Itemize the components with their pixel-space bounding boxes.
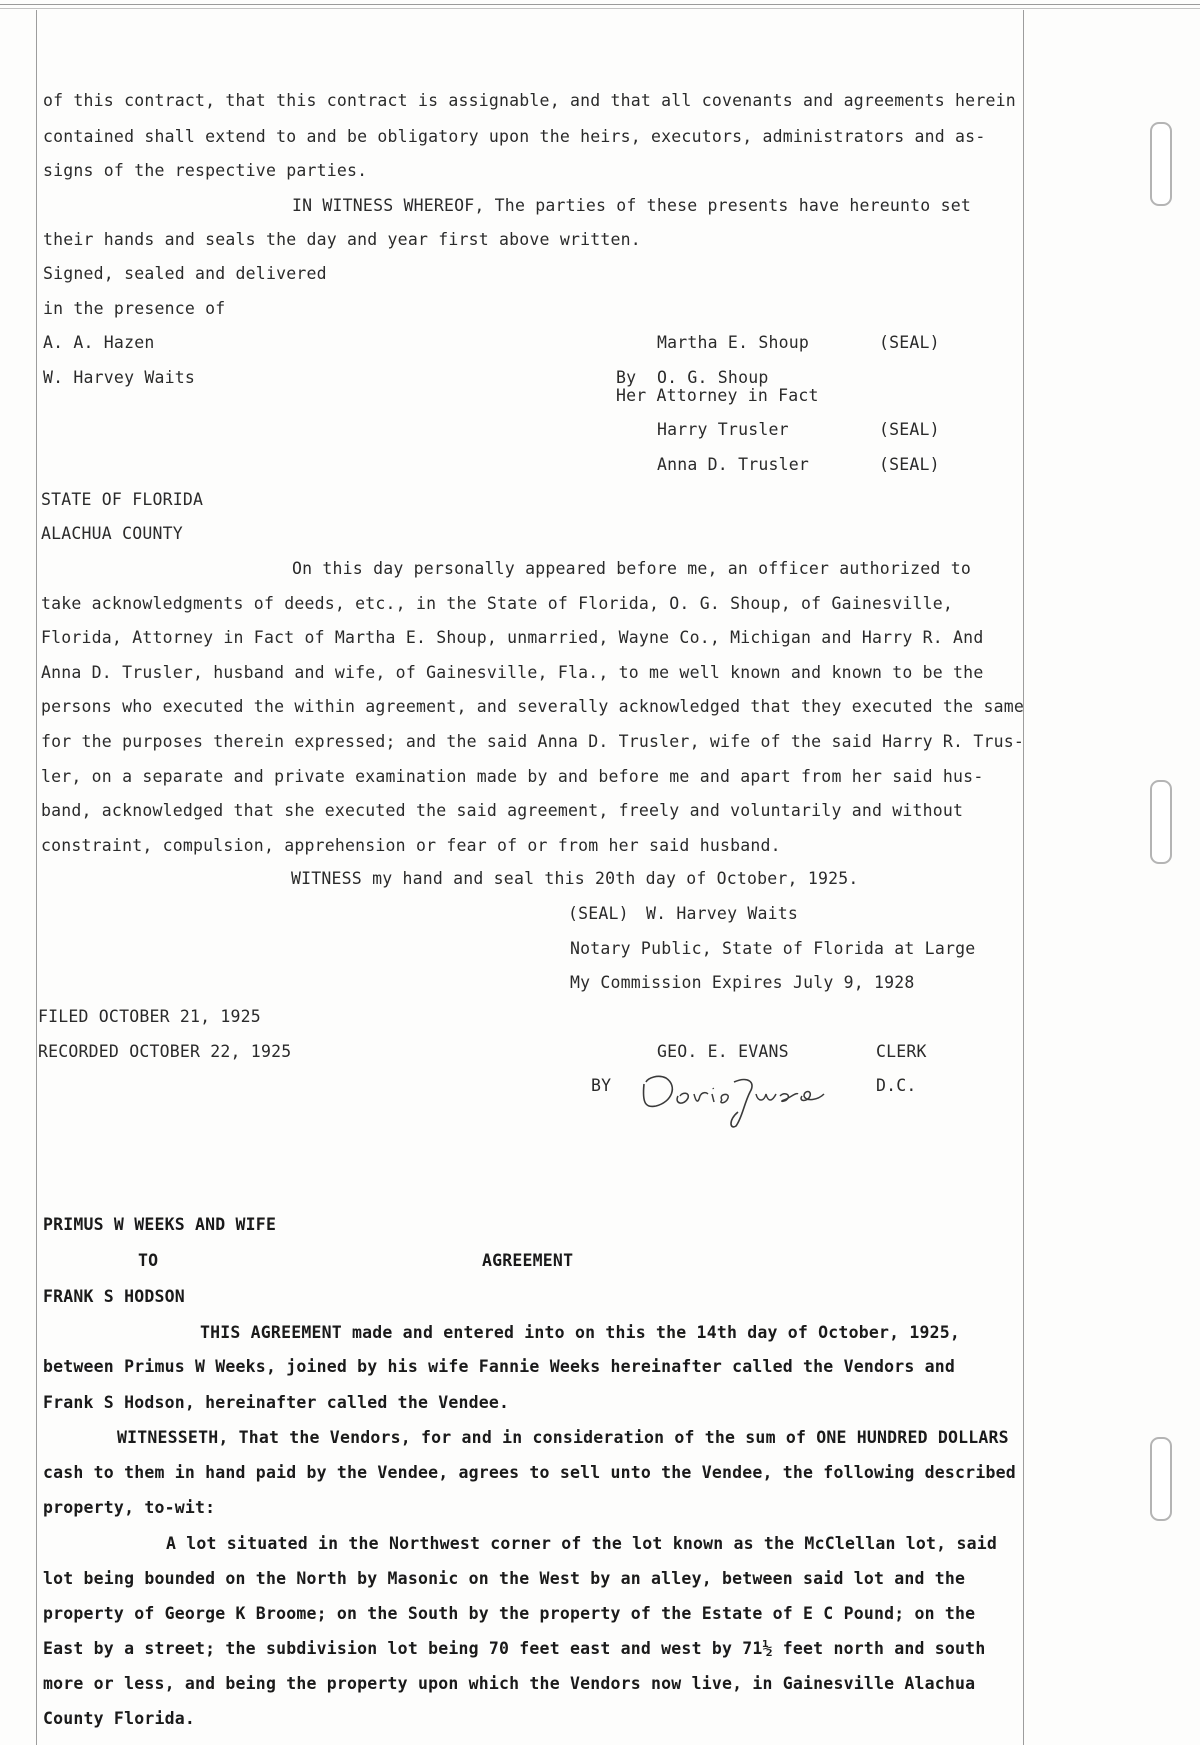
body-line: their hands and seals the day and year first above written. (43, 230, 641, 249)
signed-sealed-delivered: Signed, sealed and delivered (43, 264, 327, 283)
ack-line: constraint, compulsion, apprehension or fear of or from her said husband. (41, 836, 781, 855)
seal-label: (SEAL) (879, 420, 940, 439)
agreement-line: property of George K Broome; on the South by the property of the Estate of E C Pound; on the (43, 1604, 976, 1623)
agreement-line: property, to-wit: (43, 1498, 216, 1517)
deputy-clerk-signature (638, 1062, 858, 1136)
left-margin-rule (36, 10, 37, 1745)
ack-line: ler, on a separate and private examination made by and before me and apart from her said hus- (41, 767, 984, 786)
top-edge-line-inner (0, 8, 1200, 9)
agreement-line: between Primus W Weeks, joined by his wife Fannie Weeks hereinafter called the Vendors and (43, 1357, 956, 1376)
agreement-line: more or less, and being the property upon which the Vendors now live, in Gainesville Alachua (43, 1674, 976, 1693)
notary-title: Notary Public, State of Florida at Large (570, 939, 976, 958)
ack-line: band, acknowledged that she executed the said agreement, freely and voluntarily and without (41, 801, 964, 820)
filed-date: FILED OCTOBER 21, 1925 (38, 1007, 261, 1026)
document-type-heading: AGREEMENT (482, 1251, 574, 1270)
body-line: contained shall extend to and be obligatory upon the heirs, executors, administrators and as- (43, 127, 986, 146)
body-line: signs of the respective parties. (43, 161, 368, 180)
body-line: IN WITNESS WHEREOF, The parties of these presents have hereunto set (292, 196, 971, 215)
clerk-title: CLERK (876, 1042, 927, 1061)
top-edge-line (0, 4, 1200, 5)
ack-line: take acknowledgments of deeds, etc., in the State of Florida, O. G. Shoup, of Gainesville, (41, 594, 954, 613)
witness-hand-seal: WITNESS my hand and seal this 20th day of October, 1925. (291, 869, 859, 888)
ack-line: On this day personally appeared before me, an officer authorized to (292, 559, 971, 578)
seal-label: (SEAL) (879, 455, 940, 474)
county-heading: ALACHUA COUNTY (41, 524, 183, 543)
witness-name: W. Harvey Waits (43, 368, 196, 387)
notary-seal: (SEAL) (568, 904, 629, 923)
agreement-line: Frank S Hodson, hereinafter called the Vendee. (43, 1393, 510, 1412)
ack-line: Anna D. Trusler, husband and wife, of Gainesville, Fla., to me well known and known to be the (41, 663, 984, 682)
recorded-date: RECORDED OCTOBER 22, 1925 (38, 1042, 292, 1061)
clerk-name: GEO. E. EVANS (657, 1042, 789, 1061)
agreement-line: WITNESSETH, That the Vendors, for and in consideration of the sum of ONE HUNDRED DOLLARS (117, 1428, 1009, 1447)
notary-commission: My Commission Expires July 9, 1928 (570, 973, 915, 992)
by-label: By (616, 368, 637, 387)
party-from-heading: PRIMUS W WEEKS AND WIFE (43, 1215, 277, 1234)
notary-name: W. Harvey Waits (646, 904, 799, 923)
agreement-line: A lot situated in the Northwest corner of the lot known as the McClellan lot, said (166, 1534, 997, 1553)
deputy-clerk-title: D.C. (876, 1076, 917, 1095)
ack-line: Florida, Attorney in Fact of Martha E. Shoup, unmarried, Wayne Co., Michigan and Harry R. And (41, 628, 984, 647)
agreement-line: East by a street; the subdivision lot being 70 feet east and west by 71½ feet north and south (43, 1639, 986, 1658)
state-heading: STATE OF FLORIDA (41, 490, 204, 509)
binder-hole-bottom (1150, 1437, 1172, 1521)
body-line: of this contract, that this contract is assignable, and that all covenants and agreements herein (43, 91, 1016, 110)
to-label: TO (138, 1251, 159, 1270)
party-signature: Martha E. Shoup (657, 333, 810, 352)
ack-line: for the purposes therein expressed; and the said Anna D. Trusler, wife of the said Harry R. Trus- (41, 732, 1024, 751)
agreement-line: lot being bounded on the North by Masonic on the West by an alley, between said lot and the (43, 1569, 966, 1588)
by-label: BY (591, 1076, 612, 1095)
binder-hole-middle (1150, 780, 1172, 864)
in-presence-of: in the presence of (43, 299, 226, 318)
party-signature: Anna D. Trusler (657, 455, 810, 474)
ack-line: persons who executed the within agreement, and severally acknowledged that they executed the same (41, 697, 1024, 716)
attorney-name: O. G. Shoup (657, 368, 769, 387)
right-margin-rule (1023, 10, 1024, 1745)
witness-name: A. A. Hazen (43, 333, 155, 352)
agreement-line: THIS AGREEMENT made and entered into on this the 14th day of October, 1925, (200, 1323, 961, 1342)
binder-hole-top (1150, 122, 1172, 206)
handwritten-signature-icon (638, 1062, 858, 1132)
agreement-line: County Florida. (43, 1709, 196, 1728)
agreement-line: cash to them in hand paid by the Vendee, agrees to sell unto the Vendee, the following described (43, 1463, 1016, 1482)
party-to-heading: FRANK S HODSON (43, 1287, 185, 1306)
attorney-title: Her Attorney in Fact (616, 386, 819, 405)
seal-label: (SEAL) (879, 333, 940, 352)
party-signature: Harry Trusler (657, 420, 789, 439)
